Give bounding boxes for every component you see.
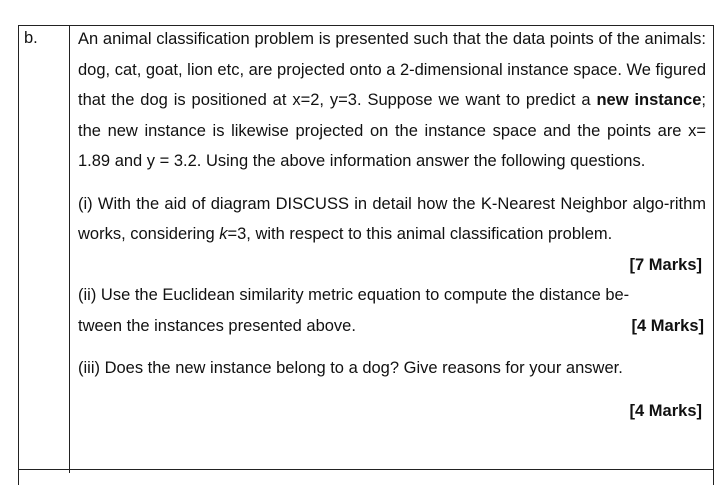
question-iii: (iii) Does the new instance belong to a dog? Give reasons for your answer. bbox=[78, 359, 623, 377]
question-iii-marks: [4 Marks] bbox=[629, 401, 702, 420]
intro-bold-term: new instance bbox=[596, 91, 702, 109]
question-i bbox=[78, 189, 706, 250]
row-divider bbox=[18, 469, 714, 470]
question-i-marks: [7 Marks] bbox=[629, 255, 702, 274]
question-i-text-b: =3, with respect to this animal classification problem. bbox=[227, 225, 613, 243]
question-ii-line2-row bbox=[78, 311, 706, 342]
question-content bbox=[78, 24, 706, 426]
intro-paragraph bbox=[78, 24, 706, 177]
question-ii-marks: [4 Marks] bbox=[631, 316, 704, 335]
question-ii-line1: (ii) Use the Euclidean similarity metric equation to compute the distance be- bbox=[78, 286, 630, 304]
question-i-text-a: (i) With the aid of diagram DISCUSS in detail how the K-Nearest Neighbor algo-rithm works, considering bbox=[78, 194, 706, 243]
intro-text-1: An animal classification problem is presented such that the data points of the animals: dog, cat, goat, lion etc, are projected onto a 2-dimensional instance space. We figured that the dog is positioned at x=2, y=3. Suppose we want to predict a bbox=[78, 30, 706, 109]
intro-text-2: ; the new instance is likewise projected on the instance space and the points are x= 1.89 and y = 3.2. Using the above information answer the following questions. bbox=[78, 91, 706, 170]
question-label: b. bbox=[24, 29, 38, 47]
column-divider bbox=[69, 25, 70, 473]
question-ii-line2: tween the instances presented above. bbox=[78, 316, 356, 335]
k-variable: k bbox=[219, 225, 228, 243]
